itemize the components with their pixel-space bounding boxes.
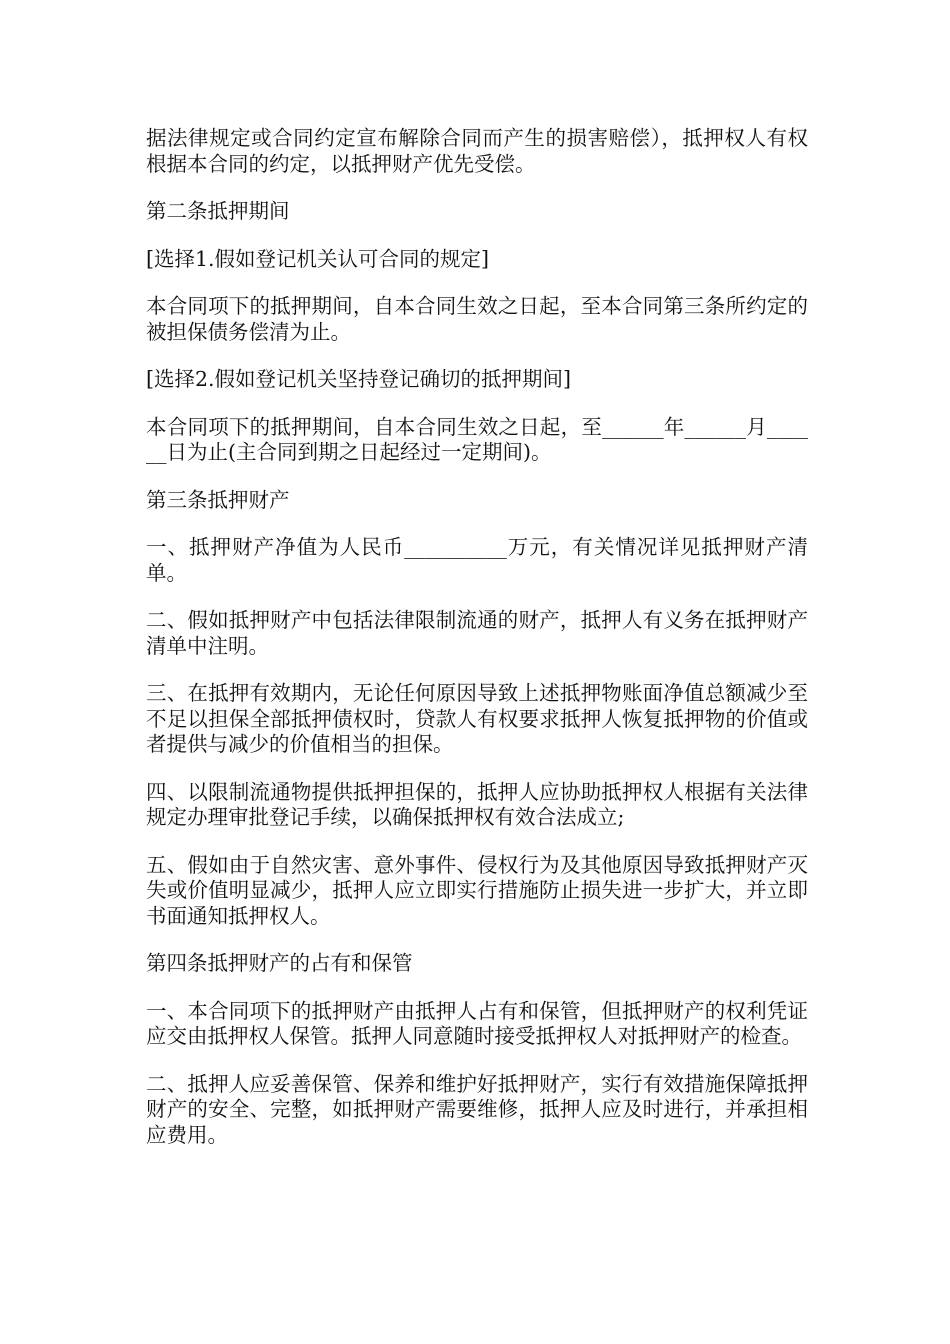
option-note-1: [选择1.假如登记机关认可合同的规定]: [146, 246, 490, 271]
paragraph-article-3-item-3: 三、在抵押有效期内，无论任何原因导致上述抵押物账面净值总额减少至不足以担保全部抵押债权时，贷款人有权要求抵押人恢复抵押物的价值或者提供与减少的价值相当的担保。: [146, 681, 808, 756]
paragraph-article-3-item-4: 四、以限制流通物提供抵押担保的，抵押人应协助抵押权人根据有关法律规定办理审批登记手续，以确保抵押权有效合法成立;: [146, 779, 808, 829]
paragraph-term-option-2: 本合同项下的抵押期间，自本合同生效之日起，至______年______月______日为止(主合同到期之日起经过一定期间)。: [146, 414, 808, 464]
paragraph-continuation: 据法律规定或合同约定宣布解除合同而产生的损害赔偿），抵押权人有权根据本合同的约定，以抵押财产优先受偿。: [146, 126, 808, 176]
section-heading-article-4: 第四条抵押财产的占有和保管: [146, 951, 413, 975]
option-note-2: [选择2.假如登记机关坚持登记确切的抵押期间]: [146, 367, 572, 391]
document-page: [146, 126, 808, 1170]
paragraph-article-4-item-1: 一、本合同项下的抵押财产由抵押人占有和保管，但抵押财产的权利凭证应交由抵押权人保管。抵押人同意随时接受抵押权人对抵押财产的检查。: [146, 998, 808, 1048]
section-heading-article-3: 第三条抵押财产: [146, 487, 290, 512]
paragraph-article-3-item-2: 二、假如抵押财产中包括法律限制流通的财产，抵押人有义务在抵押财产清单中注明。: [146, 608, 808, 658]
section-heading-article-2: 第二条抵押期间: [146, 199, 290, 223]
paragraph-article-4-item-2: 二、抵押人应妥善保管、保养和维护好抵押财产，实行有效措施保障抵押财产的安全、完整，如抵押财产需要维修，抵押人应及时进行，并承担相应费用。: [146, 1071, 808, 1147]
paragraph-article-3-item-5: 五、假如由于自然灾害、意外事件、侵权行为及其他原因导致抵押财产灭失或价值明显减少，抵押人应立即实行措施防止损失进一步扩大，并立即书面通知抵押权人。: [146, 852, 808, 928]
paragraph-term-option-1: 本合同项下的抵押期间，自本合同生效之日起，至本合同第三条所约定的被担保债务偿清为止。: [146, 294, 808, 344]
paragraph-article-3-item-1: 一、抵押财产净值为人民币__________万元，有关情况详见抵押财产清单。: [146, 535, 808, 585]
